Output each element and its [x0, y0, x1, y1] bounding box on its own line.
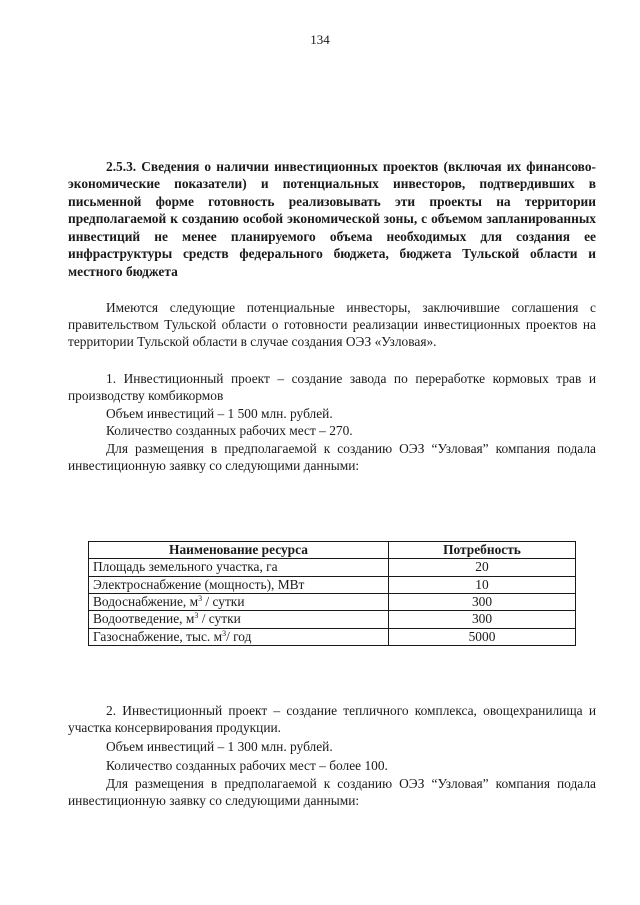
- project2-investment: Объем инвестиций – 1 300 млн. рублей.: [106, 739, 333, 754]
- resource-value: 300: [389, 594, 576, 611]
- section-number: 2.5.3.: [106, 159, 137, 174]
- project2-jobs: Количество созданных рабочих мест – более 100.: [106, 758, 388, 773]
- resource-value: 10: [389, 576, 576, 593]
- table-row: [89, 559, 576, 576]
- table-row: [89, 576, 576, 593]
- intro-paragraph: Имеются следующие потенциальные инвесторы, заключившие соглашения с правительством Тульской области о готовности реализации инвестиционных проектов на территории Тульской области в случае создания ОЭЗ «Узловая».: [68, 300, 596, 350]
- table-header-row: [89, 542, 576, 559]
- table-row: [89, 611, 576, 628]
- section-heading: [68, 158, 596, 280]
- resource-name: Площадь земельного участка, га: [89, 559, 389, 576]
- project1-title: 1. Инвестиционный проект – создание завода по переработке кормовых трав и производству комбикормов: [68, 371, 596, 404]
- resource-name: Водоотведение, $м^3$ / сутки: [89, 611, 389, 628]
- resource-name: Электроснабжение (мощность), МВт: [89, 576, 389, 593]
- resource-name: Водоснабжение, $м^3$ / сутки: [89, 594, 389, 611]
- header-requirement: Потребность: [389, 542, 576, 559]
- resource-value: 20: [389, 559, 576, 576]
- project1-placement: Для размещения в предполагаемой к созданию ОЭЗ “Узловая” компания подала инвестиционную заявку со следующими данными:: [68, 441, 596, 474]
- section-heading-text: Сведения о наличии инвестиционных проектов (включая их финансово-экономические показатели) и потенциальных инвесторов, подтвердивших в письменной форме готовность реализовывать эти проекты на территории предполагаемой к созданию особой экономической зоны, с объемом запланированных инвестиций не менее планируемого объема необходимых для создания ее инфраструктуры средств федерального бюджета, бюджета Тульской области и местного бюджета: [68, 159, 596, 279]
- resource-value: 300: [389, 611, 576, 628]
- table-row: [89, 628, 576, 645]
- header-resource-name: Наименование ресурса: [89, 542, 389, 559]
- resource-table: [88, 541, 576, 646]
- project2-title: 2. Инвестиционный проект – создание тепличного комплекса, овощехранилища и участка консервирования продукции.: [68, 703, 596, 736]
- project2-placement: Для размещения в предполагаемой к созданию ОЭЗ “Узловая” компания подала инвестиционную заявку со следующими данными:: [68, 776, 596, 809]
- project1-investment: Объем инвестиций – 1 500 млн. рублей.: [106, 406, 333, 421]
- resource-name: Газоснабжение, тыс. $м^3/$ год: [89, 628, 389, 645]
- project1-jobs: Количество созданных рабочих мест – 270.: [106, 423, 353, 438]
- page-number: 134: [310, 32, 330, 47]
- resource-value: 5000: [389, 628, 576, 645]
- table-row: [89, 594, 576, 611]
